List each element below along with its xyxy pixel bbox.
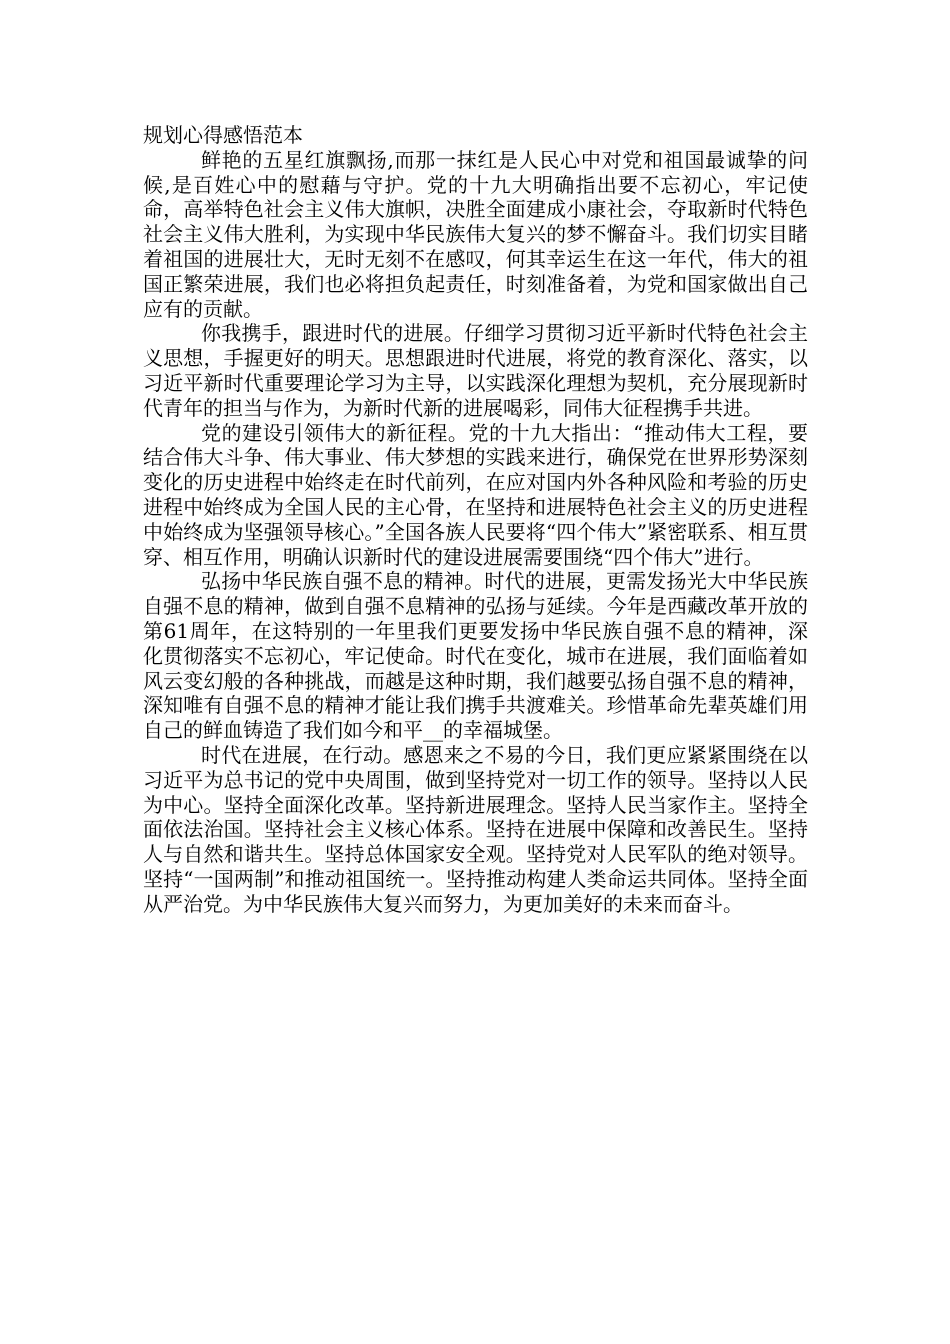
paragraph-5: 时代在进展，在行动。感恩来之不易的今日，我们更应紧紧围绕在以习近平为总书记的党中央周围，做到坚持党对一切工作的领导。坚持以人民为中心。坚持全面深化改革。坚持新进展理念。坚持人民当家作主。坚持全面依法治国。坚持社会主义核心体系。坚持在进展中保障和改善民生。坚持人与自然和谐共生。坚持总体国家安全观。坚持党对人民军队的绝对领导。坚持“一国两制”和推动祖国统一。坚持推动构建人类命运共同体。坚持全面从严治党。为中华民族伟大复兴而努力，为更加美好的未来而奋斗。	[143, 742, 808, 916]
paragraph-4: 弘扬中华民族自强不息的精神。时代的进展，更需发扬光大中华民族自强不息的精神，做到自强不息精神的弘扬与延续。今年是西藏改革开放的第61周年，在这特别的一年里我们更要发扬中华民族自强不息的精神，深化贯彻落实不忘初心，牢记使命。时代在变化，城市在进展，我们面临着如风云变幻般的各种挑战，而越是这种时期，我们越要弘扬自强不息的精神，深知唯有自强不息的精神才能让我们携手共渡难关。珍惜革命先辈英雄们用自己的鲜血铸造了我们如今和平__的幸福城堡。	[143, 569, 808, 743]
paragraph-3: 党的建设引领伟大的新征程。党的十九大指出：“推动伟大工程，要结合伟大斗争、伟大事业、伟大梦想的实践来进行，确保党在世界形势深刻变化的历史进程中始终走在时代前列，在应对国内外各种风险和考验的历史进程中始终成为全国人民的主心骨，在坚持和进展特色社会主义的历史进程中始终成为坚强领导核心。”全国各族人民要将“四个伟大”紧密联系、相互贯穿、相互作用，明确认识新时代的建设进展需要围绕“四个伟大”进行。	[143, 420, 808, 569]
paragraph-1: 鲜艳的五星红旗飘扬,而那一抹红是人民心中对党和祖国最诚挚的问候,是百姓心中的慰藉与守护。党的十九大明确指出要不忘初心，牢记使命，高举特色社会主义伟大旗帜，决胜全面建成小康社会，夺取新时代特色社会主义伟大胜利，为实现中华民族伟大复兴的梦不懈奋斗。我们切实目睹着祖国的进展壮大，无时无刻不在感叹，何其幸运生在这一年代，伟大的祖国正繁荣进展，我们也必将担负起责任，时刻准备着，为党和国家做出自己应有的贡献。	[143, 147, 808, 321]
document-body	[143, 123, 808, 917]
paragraph-2: 你我携手，跟进时代的进展。仔细学习贯彻习近平新时代特色社会主义思想，手握更好的明天。思想跟进时代进展，将党的教育深化、落实，以习近平新时代重要理论学习为主导，以实践深化理想为契机，充分展现新时代青年的担当与作为，为新时代新的进展喝彩，同伟大征程携手共进。	[143, 321, 808, 420]
document-title: 规划心得感悟范本	[143, 123, 303, 147]
